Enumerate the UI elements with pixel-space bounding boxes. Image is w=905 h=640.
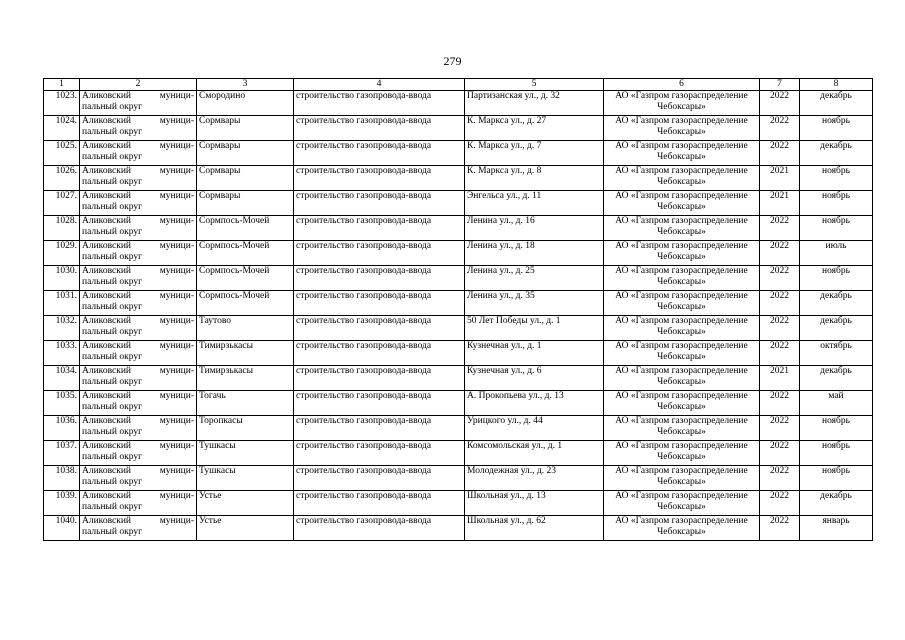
organization-line1: АО «Газпром газораспределение xyxy=(615,141,748,151)
district-cell xyxy=(80,316,197,341)
district-cell xyxy=(80,491,197,516)
table-row xyxy=(44,216,873,241)
gas-pipeline-table xyxy=(43,78,873,541)
organization-cell xyxy=(604,166,760,191)
locality-cell: Тушкасы xyxy=(197,441,294,466)
organization-cell xyxy=(604,466,760,491)
organization-line2: Чебоксары» xyxy=(657,277,706,287)
year-cell: 2022 xyxy=(760,491,800,516)
district-cell xyxy=(80,91,197,116)
district-type-part1: муници- xyxy=(159,216,194,226)
organization-line1: АО «Газпром газораспределение xyxy=(615,291,748,301)
row-number-cell: 1029. xyxy=(44,241,80,266)
district-type-part2: пальный округ xyxy=(82,302,143,312)
address-cell: 50 Лет Победы ул., д. 1 xyxy=(465,316,604,341)
district-type-part2: пальный округ xyxy=(82,502,143,512)
organization-line1: АО «Газпром газораспределение xyxy=(615,516,748,526)
organization-cell xyxy=(604,291,760,316)
district-cell xyxy=(80,341,197,366)
locality-cell: Таутово xyxy=(197,316,294,341)
work-type-cell: строительство газопровода-ввода xyxy=(294,341,465,366)
address-cell: Кузнечная ул., д. 1 xyxy=(465,341,604,366)
district-cell xyxy=(80,191,197,216)
organization-cell xyxy=(604,366,760,391)
row-number-cell: 1039. xyxy=(44,491,80,516)
row-number-cell: 1024. xyxy=(44,116,80,141)
organization-line2: Чебоксары» xyxy=(657,327,706,337)
table-row xyxy=(44,466,873,491)
district-type-part1: муници- xyxy=(159,191,194,201)
district-type-part2: пальный округ xyxy=(82,227,143,237)
district-type-part1: муници- xyxy=(159,166,194,176)
header-cell: 4 xyxy=(294,79,465,91)
district-type-part1: муници- xyxy=(159,266,194,276)
work-type-cell: строительство газопровода-ввода xyxy=(294,391,465,416)
address-cell: Ленина ул., д. 35 xyxy=(465,291,604,316)
district-type-part1: муници- xyxy=(159,366,194,376)
district-type-part1: муници- xyxy=(159,491,194,501)
address-cell: Ленина ул., д. 25 xyxy=(465,266,604,291)
work-type-cell: строительство газопровода-ввода xyxy=(294,366,465,391)
locality-cell: Сормвары xyxy=(197,166,294,191)
locality-cell: Торопкасы xyxy=(197,416,294,441)
organization-line1: АО «Газпром газораспределение xyxy=(615,316,748,326)
header-cell: 1 xyxy=(44,79,80,91)
row-number-cell: 1028. xyxy=(44,216,80,241)
organization-line2: Чебоксары» xyxy=(657,427,706,437)
page-number: 279 xyxy=(443,54,462,68)
organization-line1: АО «Газпром газораспределение xyxy=(615,241,748,251)
year-cell: 2022 xyxy=(760,141,800,166)
district-type-part1: муници- xyxy=(159,516,194,526)
month-cell: январь xyxy=(800,516,873,541)
month-cell: декабрь xyxy=(800,91,873,116)
header-cell: 7 xyxy=(760,79,800,91)
district-type-part2: пальный округ xyxy=(82,327,143,337)
organization-line2: Чебоксары» xyxy=(657,377,706,387)
organization-cell xyxy=(604,316,760,341)
year-cell: 2021 xyxy=(760,191,800,216)
district-cell xyxy=(80,166,197,191)
district-name: Аликовский xyxy=(82,116,131,126)
district-type-part1: муници- xyxy=(159,141,194,151)
table-row xyxy=(44,441,873,466)
organization-cell xyxy=(604,116,760,141)
district-cell xyxy=(80,391,197,416)
organization-line2: Чебоксары» xyxy=(657,477,706,487)
row-number-cell: 1036. xyxy=(44,416,80,441)
organization-line1: АО «Газпром газораспределение xyxy=(615,466,748,476)
work-type-cell: строительство газопровода-ввода xyxy=(294,141,465,166)
row-number-cell: 1032. xyxy=(44,316,80,341)
table-row xyxy=(44,391,873,416)
table-header-row xyxy=(44,79,873,91)
address-cell: Школьная ул., д. 62 xyxy=(465,516,604,541)
organization-line2: Чебоксары» xyxy=(657,152,706,162)
year-cell: 2022 xyxy=(760,116,800,141)
year-cell: 2022 xyxy=(760,291,800,316)
work-type-cell: строительство газопровода-ввода xyxy=(294,416,465,441)
work-type-cell: строительство газопровода-ввода xyxy=(294,116,465,141)
row-number-cell: 1026. xyxy=(44,166,80,191)
organization-line1: АО «Газпром газораспределение xyxy=(615,266,748,276)
row-number-cell: 1031. xyxy=(44,291,80,316)
work-type-cell: строительство газопровода-ввода xyxy=(294,491,465,516)
district-cell xyxy=(80,266,197,291)
district-type-part1: муници- xyxy=(159,241,194,251)
work-type-cell: строительство газопровода-ввода xyxy=(294,316,465,341)
table-row xyxy=(44,266,873,291)
district-name: Аликовский xyxy=(82,466,131,476)
address-cell: Ленина ул., д. 16 xyxy=(465,216,604,241)
locality-cell: Устье xyxy=(197,516,294,541)
district-name: Аликовский xyxy=(82,191,131,201)
district-name: Аликовский xyxy=(82,516,131,526)
month-cell: декабрь xyxy=(800,491,873,516)
district-cell xyxy=(80,241,197,266)
district-name: Аликовский xyxy=(82,241,131,251)
district-name: Аликовский xyxy=(82,366,131,376)
district-name: Аликовский xyxy=(82,391,131,401)
organization-line2: Чебоксары» xyxy=(657,527,706,537)
header-cell: 6 xyxy=(604,79,760,91)
organization-cell xyxy=(604,516,760,541)
district-type-part1: муници- xyxy=(159,416,194,426)
year-cell: 2022 xyxy=(760,266,800,291)
organization-line2: Чебоксары» xyxy=(657,402,706,412)
locality-cell: Сормпось-Мочей xyxy=(197,291,294,316)
district-cell xyxy=(80,291,197,316)
row-number-cell: 1025. xyxy=(44,141,80,166)
district-cell xyxy=(80,116,197,141)
address-cell: Ленина ул., д. 18 xyxy=(465,241,604,266)
district-type-part1: муници- xyxy=(159,291,194,301)
district-type-part2: пальный округ xyxy=(82,527,143,537)
table-body xyxy=(44,91,873,541)
district-type-part2: пальный округ xyxy=(82,352,143,362)
address-cell: А. Прокопьева ул., д. 13 xyxy=(465,391,604,416)
organization-line1: АО «Газпром газораспределение xyxy=(615,391,748,401)
year-cell: 2022 xyxy=(760,416,800,441)
organization-line2: Чебоксары» xyxy=(657,452,706,462)
month-cell: октябрь xyxy=(800,341,873,366)
district-name: Аликовский xyxy=(82,441,131,451)
organization-line1: АО «Газпром газораспределение xyxy=(615,416,748,426)
district-type-part2: пальный округ xyxy=(82,377,143,387)
month-cell: ноябрь xyxy=(800,416,873,441)
address-cell: Энгельса ул., д. 11 xyxy=(465,191,604,216)
table-row xyxy=(44,366,873,391)
locality-cell: Сормпось-Мочей xyxy=(197,266,294,291)
district-name: Аликовский xyxy=(82,416,131,426)
work-type-cell: строительство газопровода-ввода xyxy=(294,241,465,266)
month-cell: июль xyxy=(800,241,873,266)
address-cell: Молодежная ул., д. 23 xyxy=(465,466,604,491)
locality-cell: Тушкасы xyxy=(197,466,294,491)
organization-line1: АО «Газпром газораспределение xyxy=(615,216,748,226)
organization-cell xyxy=(604,416,760,441)
table-row xyxy=(44,516,873,541)
month-cell: май xyxy=(800,391,873,416)
locality-cell: Сормвары xyxy=(197,141,294,166)
district-name: Аликовский xyxy=(82,266,131,276)
address-cell: Урицкого ул., д. 44 xyxy=(465,416,604,441)
district-type-part2: пальный округ xyxy=(82,202,143,212)
year-cell: 2022 xyxy=(760,341,800,366)
row-number-cell: 1040. xyxy=(44,516,80,541)
year-cell: 2022 xyxy=(760,516,800,541)
locality-cell: Сормвары xyxy=(197,191,294,216)
district-type-part2: пальный округ xyxy=(82,152,143,162)
month-cell: ноябрь xyxy=(800,166,873,191)
month-cell: ноябрь xyxy=(800,266,873,291)
organization-line2: Чебоксары» xyxy=(657,227,706,237)
row-number-cell: 1034. xyxy=(44,366,80,391)
locality-cell: Устье xyxy=(197,491,294,516)
district-name: Аликовский xyxy=(82,491,131,501)
district-cell xyxy=(80,216,197,241)
district-type-part2: пальный округ xyxy=(82,177,143,187)
district-type-part2: пальный округ xyxy=(82,102,143,112)
row-number-cell: 1023. xyxy=(44,91,80,116)
year-cell: 2022 xyxy=(760,441,800,466)
row-number-cell: 1035. xyxy=(44,391,80,416)
row-number-cell: 1027. xyxy=(44,191,80,216)
year-cell: 2022 xyxy=(760,91,800,116)
district-name: Аликовский xyxy=(82,141,131,151)
organization-cell xyxy=(604,441,760,466)
work-type-cell: строительство газопровода-ввода xyxy=(294,166,465,191)
month-cell: ноябрь xyxy=(800,216,873,241)
work-type-cell: строительство газопровода-ввода xyxy=(294,441,465,466)
work-type-cell: строительство газопровода-ввода xyxy=(294,216,465,241)
organization-line1: АО «Газпром газораспределение xyxy=(615,491,748,501)
organization-cell xyxy=(604,91,760,116)
organization-line1: АО «Газпром газораспределение xyxy=(615,91,748,101)
district-name: Аликовский xyxy=(82,316,131,326)
address-cell: Кузнечная ул., д. 6 xyxy=(465,366,604,391)
district-type-part1: муници- xyxy=(159,341,194,351)
locality-cell: Сормвары xyxy=(197,116,294,141)
locality-cell: Тогачь xyxy=(197,391,294,416)
month-cell: декабрь xyxy=(800,291,873,316)
organization-line2: Чебоксары» xyxy=(657,252,706,262)
address-cell: К. Маркса ул., д. 27 xyxy=(465,116,604,141)
year-cell: 2022 xyxy=(760,216,800,241)
header-cell: 5 xyxy=(465,79,604,91)
address-cell: К. Маркса ул., д. 7 xyxy=(465,141,604,166)
district-type-part1: муници- xyxy=(159,441,194,451)
district-type-part1: муници- xyxy=(159,116,194,126)
table-row xyxy=(44,141,873,166)
work-type-cell: строительство газопровода-ввода xyxy=(294,516,465,541)
organization-line2: Чебоксары» xyxy=(657,102,706,112)
organization-cell xyxy=(604,391,760,416)
month-cell: ноябрь xyxy=(800,191,873,216)
district-cell xyxy=(80,141,197,166)
row-number-cell: 1037. xyxy=(44,441,80,466)
district-name: Аликовский xyxy=(82,216,131,226)
organization-cell xyxy=(604,341,760,366)
district-name: Аликовский xyxy=(82,166,131,176)
district-type-part1: муници- xyxy=(159,316,194,326)
organization-line2: Чебоксары» xyxy=(657,177,706,187)
organization-cell xyxy=(604,141,760,166)
organization-line1: АО «Газпром газораспределение xyxy=(615,341,748,351)
month-cell: ноябрь xyxy=(800,116,873,141)
header-cell: 8 xyxy=(800,79,873,91)
work-type-cell: строительство газопровода-ввода xyxy=(294,291,465,316)
address-cell: Школьная ул., д. 13 xyxy=(465,491,604,516)
organization-line2: Чебоксары» xyxy=(657,302,706,312)
district-type-part1: муници- xyxy=(159,391,194,401)
header-cell: 3 xyxy=(197,79,294,91)
organization-line2: Чебоксары» xyxy=(657,502,706,512)
header-cell: 2 xyxy=(80,79,197,91)
year-cell: 2022 xyxy=(760,241,800,266)
district-name: Аликовский xyxy=(82,291,131,301)
locality-cell: Тимирзькасы xyxy=(197,341,294,366)
table-row xyxy=(44,166,873,191)
year-cell: 2022 xyxy=(760,391,800,416)
organization-line2: Чебоксары» xyxy=(657,352,706,362)
district-cell xyxy=(80,416,197,441)
organization-cell xyxy=(604,216,760,241)
month-cell: ноябрь xyxy=(800,441,873,466)
organization-line1: АО «Газпром газораспределение xyxy=(615,366,748,376)
row-number-cell: 1033. xyxy=(44,341,80,366)
district-type-part2: пальный округ xyxy=(82,477,143,487)
table-row xyxy=(44,241,873,266)
address-cell: Комсомольская ул., д. 1 xyxy=(465,441,604,466)
organization-line1: АО «Газпром газораспределение xyxy=(615,116,748,126)
table-row xyxy=(44,116,873,141)
row-number-cell: 1038. xyxy=(44,466,80,491)
district-type-part2: пальный округ xyxy=(82,427,143,437)
month-cell: декабрь xyxy=(800,366,873,391)
work-type-cell: строительство газопровода-ввода xyxy=(294,466,465,491)
year-cell: 2021 xyxy=(760,166,800,191)
district-type-part2: пальный округ xyxy=(82,402,143,412)
row-number-cell: 1030. xyxy=(44,266,80,291)
locality-cell: Сормпось-Мочей xyxy=(197,241,294,266)
organization-line2: Чебоксары» xyxy=(657,127,706,137)
table-row xyxy=(44,291,873,316)
table-row xyxy=(44,491,873,516)
table-row xyxy=(44,316,873,341)
district-cell xyxy=(80,366,197,391)
district-type-part2: пальный округ xyxy=(82,277,143,287)
month-cell: ноябрь xyxy=(800,466,873,491)
address-cell: Партизанская ул., д. 32 xyxy=(465,91,604,116)
year-cell: 2021 xyxy=(760,366,800,391)
district-name: Аликовский xyxy=(82,91,131,101)
table-row xyxy=(44,91,873,116)
district-type-part2: пальный округ xyxy=(82,127,143,137)
locality-cell: Сормпось-Мочей xyxy=(197,216,294,241)
district-type-part2: пальный округ xyxy=(82,252,143,262)
work-type-cell: строительство газопровода-ввода xyxy=(294,266,465,291)
district-cell xyxy=(80,466,197,491)
organization-cell xyxy=(604,491,760,516)
locality-cell: Тимирзькасы xyxy=(197,366,294,391)
organization-cell xyxy=(604,191,760,216)
organization-line1: АО «Газпром газораспределение xyxy=(615,166,748,176)
work-type-cell: строительство газопровода-ввода xyxy=(294,191,465,216)
year-cell: 2022 xyxy=(760,466,800,491)
district-name: Аликовский xyxy=(82,341,131,351)
district-cell xyxy=(80,516,197,541)
month-cell: декабрь xyxy=(800,316,873,341)
table-row xyxy=(44,416,873,441)
work-type-cell: строительство газопровода-ввода xyxy=(294,91,465,116)
district-type-part1: муници- xyxy=(159,91,194,101)
organization-line2: Чебоксары» xyxy=(657,202,706,212)
district-cell xyxy=(80,441,197,466)
locality-cell: Смородино xyxy=(197,91,294,116)
organization-cell xyxy=(604,266,760,291)
organization-cell xyxy=(604,241,760,266)
district-type-part2: пальный округ xyxy=(82,452,143,462)
organization-line1: АО «Газпром газораспределение xyxy=(615,441,748,451)
year-cell: 2022 xyxy=(760,316,800,341)
month-cell: декабрь xyxy=(800,141,873,166)
address-cell: К. Маркса ул., д. 8 xyxy=(465,166,604,191)
district-type-part1: муници- xyxy=(159,466,194,476)
table-row xyxy=(44,191,873,216)
organization-line1: АО «Газпром газораспределение xyxy=(615,191,748,201)
table-row xyxy=(44,341,873,366)
